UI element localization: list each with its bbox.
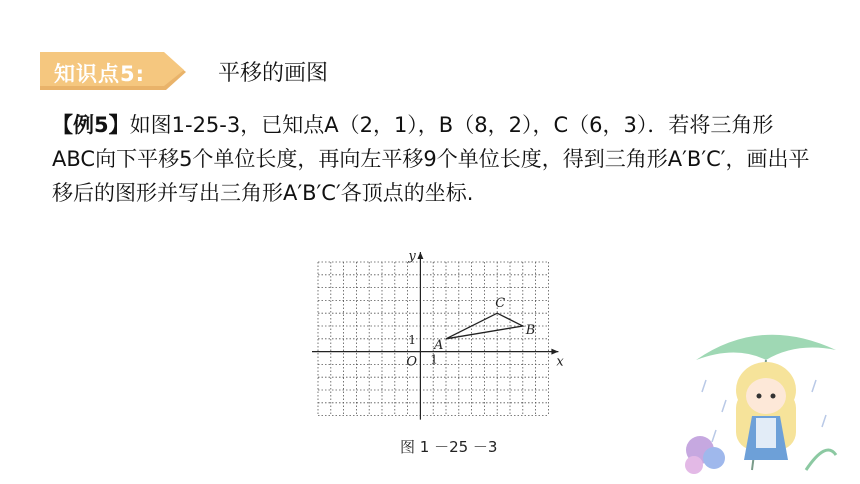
vertex-label-a: A: [434, 337, 444, 353]
tick-label-y-1: 1: [408, 332, 417, 347]
knowledge-point-tag: [40, 52, 190, 92]
example-label: 【例5】: [52, 113, 130, 137]
vertex-label-c: C: [495, 296, 506, 312]
y-axis-label: y: [408, 249, 416, 264]
section-title: 平移的画图: [218, 61, 329, 86]
decorative-girl-illustration: [676, 320, 846, 480]
coordinate-grid: [300, 248, 590, 438]
coordinate-figure: [300, 248, 590, 458]
tag-label: 知识点5:: [54, 62, 146, 86]
y-axis-arrow: [417, 252, 423, 259]
problem-text: 如图1-25-3，已知点A（2，1），B（8，2），C（6，3）．若将三角形ABC向下平移5个单位长度，再向左平移9个单位长度，得到三角形A′B′C′，画出平移后的图形并写出三角形A′B′C′各顶点的坐标.: [52, 113, 810, 205]
problem-statement: [52, 108, 812, 210]
figure-caption: 图 1 －25 －3: [400, 438, 498, 456]
origin-label: O: [406, 354, 418, 370]
vertex-label-b: B: [525, 323, 536, 338]
tick-label-x-1: 1: [430, 352, 438, 367]
x-axis-label: x: [556, 354, 564, 370]
